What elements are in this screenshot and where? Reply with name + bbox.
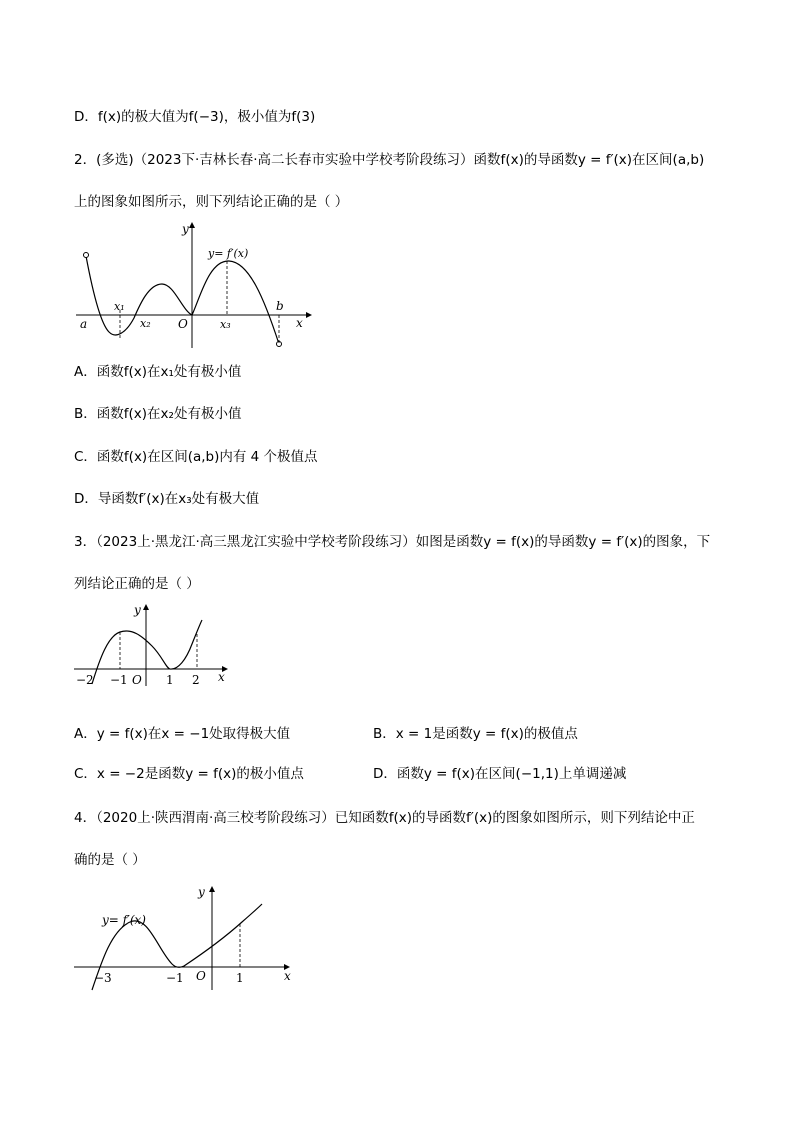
q2-y-label: y: [182, 222, 189, 236]
q4-curve-label: y= f′(x): [102, 913, 146, 927]
q4-y-arrow: [209, 886, 215, 892]
q2-x-arrow: [306, 312, 312, 318]
q3-y-label: y: [134, 603, 141, 617]
q3-option-d: D．函数y = f(x)在区间(−1,1)上单调递减: [373, 766, 627, 782]
q3-tick-m2: −2: [76, 673, 94, 687]
q4-y-label: y: [198, 885, 205, 899]
q2-x-label: x: [296, 316, 303, 330]
q2-origin-label: O: [178, 317, 188, 331]
q2-stem-line2: 上的图象如图所示，则下列结论正确的是（ ）: [74, 194, 349, 210]
q3-tick-m1: −1: [110, 673, 128, 687]
q4-stem-line1: 4．（2020上·陕西渭南·高三校考阶段练习）已知函数f(x)的导函数f′(x)的图象如图所示，则下列结论中正: [74, 810, 695, 826]
q4-tick-m3: −3: [94, 971, 112, 985]
q2-option-d: D．导函数f′(x)在x₃处有极大值: [74, 491, 260, 507]
q2-a-label: a: [80, 317, 88, 331]
q2-graph: [74, 218, 314, 353]
q3-origin-label: O: [132, 673, 142, 687]
q3-graph: [72, 598, 237, 690]
q2-y-arrow: [189, 222, 195, 228]
q3-x-label: x: [218, 670, 225, 684]
q3-stem-line1: 3．（2023上·黑龙江·高三黑龙江实验中学校考阶段练习）如图是函数y = f(x)的导函数y = f′(x)的图象，下: [74, 534, 711, 550]
q3-tick-2: 2: [192, 673, 200, 687]
q4-origin-label: O: [196, 969, 206, 983]
q2-x2-label: x₂: [140, 317, 151, 330]
q2-option-b: B．函数f(x)在x₂处有极小值: [74, 406, 242, 422]
q4-x-label: x: [284, 969, 291, 983]
q3-tick-1: 1: [166, 673, 174, 687]
q3-y-arrow: [143, 604, 149, 610]
q2-b-label: b: [276, 299, 284, 313]
q2-x3-label: x₃: [220, 318, 231, 331]
q3-stem-line2: 列结论正确的是（ ）: [74, 576, 200, 592]
q4-stem-line2: 确的是（ ）: [74, 852, 146, 868]
q3-derivative-curve: [92, 620, 202, 684]
q2-stem-line1: 2．(多选)（2023下·吉林长春·高二长春市实验中学校考阶段练习）函数f(x)的导函数y = f′(x)在区间(a,b): [74, 152, 705, 168]
q2-open-endpoint-a: [84, 253, 89, 258]
q3-option-a: A．y = f(x)在x = −1处取得极大值: [74, 726, 291, 742]
q4-graph: [72, 880, 297, 995]
q2-curve-label: y= f′(x): [208, 247, 249, 260]
q1-option-d: D．f(x)的极大值为f(−3)，极小值为f(3): [74, 109, 316, 125]
q2-option-c: C．函数f(x)在区间(a,b)内有 4 个极值点: [74, 449, 318, 465]
q4-tick-1: 1: [236, 971, 244, 985]
q3-option-b: B．x = 1是函数y = f(x)的极值点: [373, 726, 578, 742]
q3-option-c: C．x = −2是函数y = f(x)的极小值点: [74, 766, 304, 782]
q4-tick-m1: −1: [166, 971, 184, 985]
q2-option-a: A．函数f(x)在x₁处有极小值: [74, 364, 242, 380]
q2-x1-label: x₁: [114, 300, 125, 313]
